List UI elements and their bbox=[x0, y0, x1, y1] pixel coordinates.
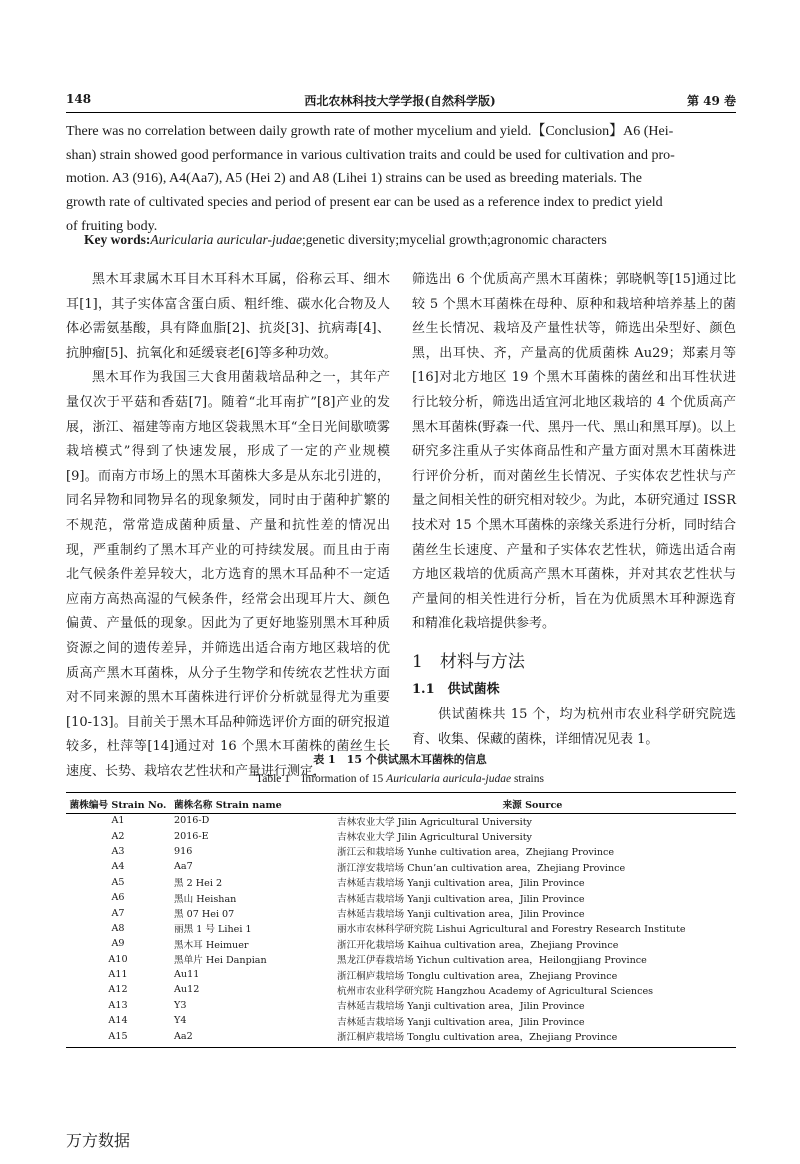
table-row bbox=[66, 875, 736, 890]
cell-source: 浙江桐庐栽培场 Tonglu cultivation area，Zhejiang Province bbox=[337, 1032, 618, 1044]
cell-strain-no: A11 bbox=[108, 969, 128, 981]
cell-source: 丽水市农林科学研究院 Lishui Agricultural and Forestry Research Institute bbox=[337, 924, 686, 936]
table-row bbox=[66, 890, 736, 905]
cell-strain-no: A7 bbox=[111, 907, 125, 919]
cell-source: 吉林延吉栽培场 Yanji cultivation area，Jilin Province bbox=[337, 1001, 585, 1013]
table-row bbox=[66, 982, 736, 997]
table-caption-en bbox=[0, 770, 800, 786]
subsection-heading: 1.1 供试菌株 bbox=[412, 681, 500, 697]
right-column bbox=[412, 268, 736, 752]
cell-strain-name: Y4 bbox=[174, 1015, 187, 1027]
keywords bbox=[84, 232, 736, 248]
table-row bbox=[66, 936, 736, 951]
section-heading: 1 材料与方法 bbox=[412, 651, 525, 672]
keywords-label: Key words: bbox=[84, 232, 151, 247]
table-row bbox=[66, 905, 736, 920]
cell-strain-no: A4 bbox=[111, 861, 125, 873]
cell-strain-no: A2 bbox=[111, 830, 125, 842]
cell-source: 吉林农业大学 Jilin Agricultural University bbox=[337, 832, 532, 844]
cell-source: 吉林延吉栽培场 Yanji cultivation area，Jilin Province bbox=[337, 909, 585, 921]
cell-source: 杭州市农业科学研究院 Hangzhou Academy of Agricultural Sciences bbox=[337, 985, 654, 997]
table-row bbox=[66, 1028, 736, 1043]
cell-source: 吉林延吉栽培场 Yanji cultivation area，Jilin Province bbox=[337, 878, 585, 890]
cell-strain-no: A9 bbox=[111, 938, 125, 950]
table-row bbox=[66, 828, 736, 843]
cell-strain-no: A6 bbox=[111, 892, 125, 904]
caption-species: Auricularia auricula-judae bbox=[386, 773, 512, 785]
cell-source: 浙江云和栽培场 Yunhe cultivation area，Zhejiang Province bbox=[337, 847, 615, 859]
strains-table bbox=[66, 794, 736, 1044]
table-row bbox=[66, 1013, 736, 1028]
cell-strain-name: Aa2 bbox=[174, 1030, 193, 1042]
cell-source: 吉林延吉栽培场 Yanji cultivation area，Jilin Province bbox=[337, 1016, 585, 1028]
abstract-text bbox=[66, 120, 736, 239]
paragraph: 黑木耳作为我国三大食用菌栽培品种之一，其年产量仅次于平菇和香菇[7]。随着“北耳南扩”[8]产业的发展，浙江、福建等南方地区袋栽黑木耳“全日光间歇喷雾栽培模式”得到了快速发展，形成了一定的产业规模[9]。而南方市场上的黑木耳菌株大多是从东北引进的，同名异物和同物异名的现象频发，同时由于菌种扩繁的不规范，常常造成菌种质量、产量和抗性差的情况出现，严重制约了黑木耳产业的可持续发展。而且由于南北气候条件差异较大，北方选育的黑木耳品种不一定适应南方高热高湿的气候条件，经常会出现耳片大、颜色偏黄、产量低的现象。因此为了更好地鉴别黑木耳种质资源之间的遗传差异，并筛选出适合南方地区栽培的优质高产黑木耳菌株，从分子生物学和传统农艺性状方面对不同来源的黑木耳菌株进行评价分析就显得尤为重要[10-13]。目前关于黑木耳品种筛选评价方面的研究报道较多，杜萍等[14]通过对 16 个黑木耳菌株的菌丝生长速度、长势、栽培农艺性状和产量进行测定， bbox=[66, 370, 390, 779]
col-header-strain-no: 菌株编号 Strain No. bbox=[69, 799, 167, 811]
paragraph: 筛选出 6 个优质高产黑木耳菌株；郭晓帆等[15]通过比较 5 个黑木耳菌株在母种、原种和栽培种培养基上的菌丝生长情况、栽培及产量性状等，筛选出朵型好、颜色黑，出耳快、齐，产量高的优质菌株 Au29；郑素月等[16]对北方地区 19 个黑木耳菌株的菌丝和出耳性状进行比较分析，筛选出适宜河北地区栽培的 4 个优质高产黑木耳菌株(野森一代、黑丹一代、黑山和黑耳厚)。以上研究多注重从子实体商品性和产量方面对黑木耳菌株进行评价分析，而对菌丝生长情况、子实体农艺性状与产量之间相关性的研究相对较少。为此，本研究通过 ISSR 技术对 15 个黑木耳菌株的亲缘关系进行分析，同时结合菌丝生长速度、产量和子实体农艺性状，筛选出适合南方地区栽培的优质高产黑木耳菌株，并对其农艺性状与产量间的相关性进行分析，旨在为优质黑木耳种源选育和精准化栽培提供参考。 bbox=[412, 272, 736, 632]
table-bottom-rule bbox=[66, 1047, 736, 1048]
cell-strain-no: A5 bbox=[111, 876, 125, 888]
col-header-strain-name: 菌株名称 Strain name bbox=[174, 799, 282, 811]
abstract-line: motion. A3 (916), A4(Aa7), A5 (Hei 2) and A8 (Lihei 1) strains can be used as breeding materials. The bbox=[66, 171, 642, 187]
cell-strain-name: 黑 07 Hei 07 bbox=[174, 909, 235, 921]
cell-source: 吉林农业大学 Jilin Agricultural University bbox=[337, 816, 532, 828]
header-rule bbox=[66, 112, 736, 113]
paragraph: 供试菌株共 15 个，均为杭州市农业科学研究院选育、收集、保藏的菌株，详细情况见表 1。 bbox=[412, 706, 736, 747]
cell-source: 浙江淳安栽培场 Chun’an cultivation area，Zhejiang Province bbox=[337, 862, 626, 874]
cell-strain-name: 2016-D bbox=[174, 815, 210, 827]
table-top-rule bbox=[66, 792, 736, 793]
left-column bbox=[66, 268, 390, 784]
page-number: 148 bbox=[66, 92, 92, 106]
journal-title: 西北农林科技大学学报(自然科学版) bbox=[304, 94, 496, 108]
cell-strain-name: Au11 bbox=[174, 969, 200, 981]
cell-strain-no: A1 bbox=[111, 815, 125, 827]
keywords-species: Auricularia auricular-judae bbox=[150, 232, 302, 247]
table-row bbox=[66, 921, 736, 936]
col-header-source: 来源 Source bbox=[502, 799, 563, 811]
cell-strain-no: A10 bbox=[108, 953, 128, 965]
cell-strain-name: 2016-E bbox=[174, 830, 209, 842]
table-row bbox=[66, 813, 736, 828]
cell-strain-name: 黑山 Heishan bbox=[174, 893, 237, 905]
cell-strain-name: 916 bbox=[174, 845, 193, 857]
table-caption-cn: 表 1 15 个供试黑木耳菌株的信息 bbox=[313, 753, 487, 766]
abstract-line: shan) strain showed good performance in various cultivation traits and could be used for cultivation and pro- bbox=[66, 147, 675, 163]
cell-strain-name: Aa7 bbox=[174, 861, 193, 873]
table-row bbox=[66, 998, 736, 1013]
cell-strain-name: Au12 bbox=[174, 984, 200, 996]
table-row bbox=[66, 967, 736, 982]
caption-prefix: Table 1 Information of 15 bbox=[256, 773, 387, 785]
cell-strain-no: A13 bbox=[108, 999, 128, 1011]
abstract-line: There was no correlation between daily growth rate of mother mycelium and yield.【Conclusion】A6 (Hei- bbox=[66, 124, 674, 139]
cell-strain-no: A14 bbox=[108, 1015, 128, 1027]
cell-strain-no: A15 bbox=[108, 1030, 128, 1042]
cell-strain-name: 黑木耳 Heimuer bbox=[174, 939, 249, 951]
cell-source: 浙江开化栽培场 Kaihua cultivation area，Zhejiang Province bbox=[337, 939, 619, 951]
abstract-line: of fruiting body. bbox=[66, 218, 158, 234]
abstract-line: growth rate of cultivated species and period of present ear can be used as a reference index to predict yield bbox=[66, 195, 663, 211]
table-row bbox=[66, 859, 736, 874]
cell-strain-name: 黑单片 Hei Danpian bbox=[174, 955, 267, 967]
cell-strain-name: 丽黑 1 号 Lihei 1 bbox=[174, 924, 252, 936]
paragraph: 黑木耳隶属木耳目木耳科木耳属，俗称云耳、细木耳[1]，其子实体富含蛋白质、粗纤维、碳水化合物及人体必需氨基酸，具有降血脂[2]、抗炎[3]、抗病毒[4]、抗肿瘤[5]、抗氧化和延缓衰老[6]等多种功效。 bbox=[66, 272, 390, 361]
cell-strain-name: Y3 bbox=[174, 999, 187, 1011]
cell-strain-no: A12 bbox=[108, 984, 128, 996]
cell-source: 黑龙江伊春栽培场 Yichun cultivation area，Heilongjiang Province bbox=[337, 955, 647, 967]
keywords-rest: ;genetic diversity;mycelial growth;agronomic characters bbox=[301, 232, 607, 247]
cell-strain-no: A8 bbox=[111, 922, 125, 934]
volume-label: 第 49 卷 bbox=[686, 94, 736, 108]
cell-strain-name: 黑 2 Hei 2 bbox=[174, 878, 223, 890]
cell-source: 吉林延吉栽培场 Yanji cultivation area，Jilin Province bbox=[337, 893, 585, 905]
table-header-rule bbox=[66, 813, 736, 814]
cell-source: 浙江桐庐栽培场 Tonglu cultivation area，Zhejiang Province bbox=[337, 970, 618, 982]
watermark: 万方数据 bbox=[66, 1131, 131, 1150]
table-row bbox=[66, 844, 736, 859]
caption-suffix: strains bbox=[511, 773, 544, 785]
table-header-row bbox=[66, 794, 736, 813]
table-row bbox=[66, 952, 736, 967]
cell-strain-no: A3 bbox=[111, 845, 125, 857]
